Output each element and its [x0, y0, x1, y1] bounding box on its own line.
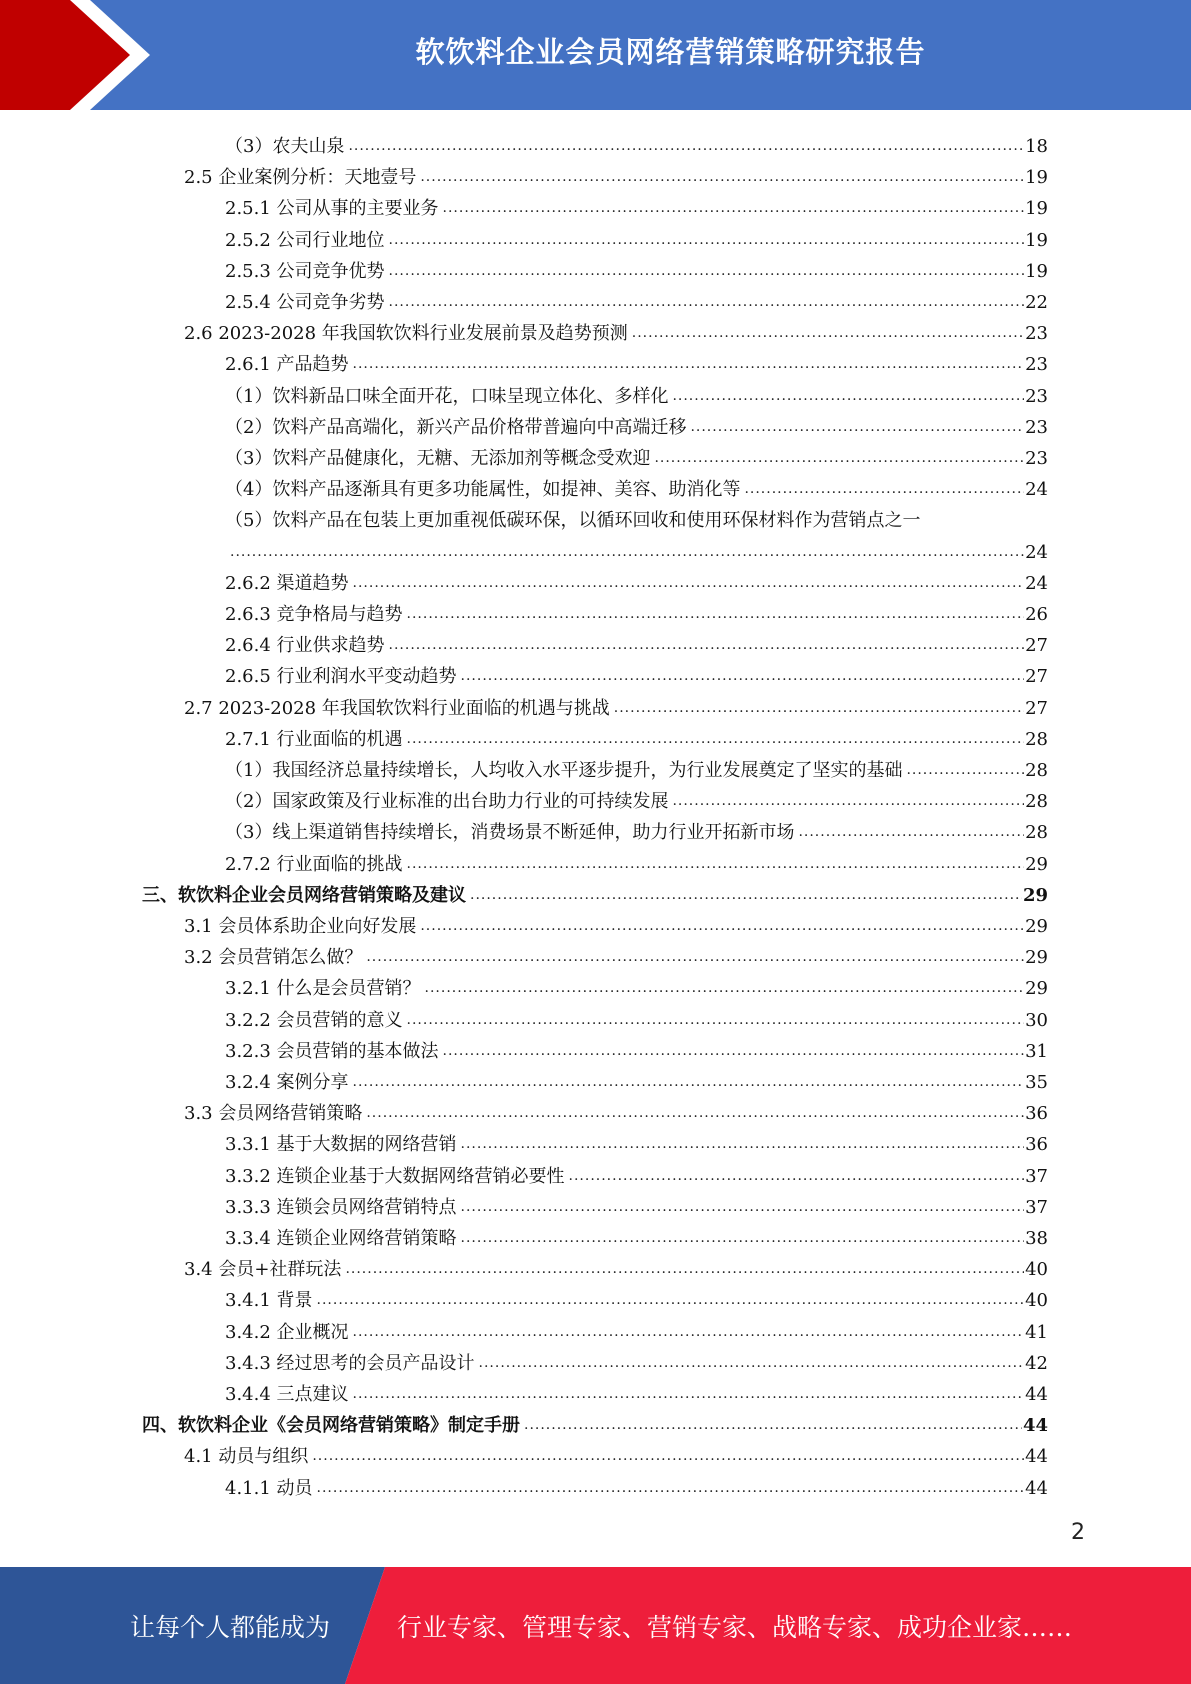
toc-entry-page: 19 [1025, 229, 1048, 251]
toc-entry-label: （4）饮料产品逐渐具有更多功能属性，如提神、美容、助消化等 [225, 479, 741, 501]
toc-entry[interactable] [184, 907, 1048, 938]
toc-dot-leader [461, 667, 1025, 685]
toc-entry[interactable] [225, 127, 1048, 158]
toc-entry-label: 3.4 会员+社群玩法 [184, 1259, 342, 1281]
toc-entry[interactable] [225, 626, 1048, 657]
toc-entry[interactable] [225, 252, 1048, 283]
toc-dot-leader [353, 574, 1025, 592]
toc-entry[interactable] [225, 1375, 1048, 1406]
toc-entry[interactable] [184, 314, 1048, 345]
page-header [0, 0, 1191, 110]
toc-entry[interactable] [225, 1125, 1048, 1156]
toc-entry[interactable] [225, 1281, 1048, 1312]
toc-entry-label: （3）饮料产品健康化，无糖、无添加剂等概念受欢迎 [225, 448, 651, 469]
toc-dot-leader [348, 137, 1024, 155]
toc-dot-leader [690, 418, 1024, 436]
toc-entry[interactable] [184, 689, 1048, 720]
toc-dot-leader [632, 324, 1024, 342]
toc-entry-label: 3.4.3 经过思考的会员产品设计 [225, 1352, 475, 1374]
toc-entry[interactable] [225, 283, 1048, 314]
toc-entry-page: 27 [1025, 666, 1048, 688]
page-number: 2 [1071, 1520, 1085, 1545]
toc-dot-leader [461, 1229, 1025, 1247]
toc-chapter-entry[interactable] [142, 876, 1048, 907]
toc-entry-label: 2.7 2023-2028 年我国软饮料行业面临的机遇与挑战 [184, 697, 610, 719]
toc-dot-leader [317, 1291, 1025, 1309]
toc-entry-page: 23 [1025, 354, 1048, 376]
report-title: 软饮料企业会员网络营销策略研究报告 [415, 34, 926, 69]
toc-entry[interactable] [225, 345, 1048, 376]
toc-entry[interactable] [225, 470, 1048, 501]
toc-entry-page: 28 [1025, 760, 1048, 781]
toc-entry-page: 19 [1025, 260, 1048, 282]
toc-entry-page: 24 [1025, 572, 1048, 594]
toc-entry-label: 3.4.1 背景 [225, 1290, 313, 1312]
toc-entry-label: （1）我国经济总量持续增长，人均收入水平逐步提升，为行业发展奠定了坚实的基础 [225, 760, 903, 781]
footer-slogan-left: 让每个人都能成为 [130, 1612, 331, 1642]
toc-entry-page: 36 [1025, 1103, 1048, 1125]
toc-entry-label: 2.6.3 竞争格局与趋势 [225, 604, 403, 625]
toc-entry-label: 2.6.4 行业供求趋势 [225, 635, 385, 657]
toc-entry-label: （1）饮料新品口味全面开花，口味呈现立体化、多样化 [225, 385, 669, 407]
toc-entry-label: 2.7.2 行业面临的挑战 [225, 853, 403, 875]
toc-entry-label: 2.7.1 行业面临的机遇 [225, 728, 403, 750]
toc-entry-page: 23 [1025, 385, 1048, 407]
toc-dot-leader [461, 1198, 1025, 1216]
toc-entry-page: 37 [1025, 1196, 1048, 1218]
toc-entry[interactable] [225, 782, 1048, 813]
toc-entry-label: 3.4.4 三点建议 [225, 1384, 349, 1405]
toc-dot-leader [672, 792, 1024, 810]
toc-entry-page: 42 [1025, 1352, 1048, 1374]
toc-entry-label: 2.6.5 行业利润水平变动趋势 [225, 666, 457, 688]
toc-entry-label: 2.6 2023-2028 年我国软饮料行业发展前景及趋势预测 [184, 323, 628, 345]
toc-entry-label: 3.2.1 什么是会员营销？ [225, 978, 421, 1000]
toc-entry[interactable] [225, 221, 1048, 252]
toc-entry[interactable] [184, 158, 1048, 189]
toc-entry-label: 3.2.3 会员营销的基本做法 [225, 1040, 439, 1062]
toc-entry[interactable] [225, 1063, 1048, 1094]
toc-dot-leader [443, 199, 1025, 217]
toc-entry-page: 19 [1025, 167, 1048, 189]
toc-entry-label: 2.5 企业案例分析：天地壹号 [184, 167, 417, 189]
toc-entry-page: 26 [1025, 604, 1048, 625]
toc-entry[interactable] [184, 938, 1048, 969]
toc-entry-label: 3.2.4 案例分享 [225, 1072, 349, 1093]
toc-dot-leader [366, 1104, 1024, 1122]
toc-dot-leader [312, 1447, 1024, 1465]
toc-entry-page: 23 [1025, 323, 1048, 345]
toc-entry-page: 44 [1025, 1477, 1048, 1499]
toc-entry[interactable] [225, 377, 1048, 408]
toc-entry-label: 2.5.1 公司从事的主要业务 [225, 198, 439, 220]
footer-slogan-right: 行业专家、管理专家、营销专家、战略专家、成功企业家…… [397, 1612, 1073, 1642]
toc-entry-page: 30 [1025, 1009, 1048, 1031]
toc-entry-page: 22 [1025, 292, 1048, 313]
toc-entry-label: 3.1 会员体系助企业向好发展 [184, 916, 417, 937]
toc-entry-page: 44 [1025, 1446, 1048, 1468]
toc-dot-leader [389, 636, 1025, 654]
toc-entry-label: 3.3 会员网络营销策略 [184, 1103, 363, 1125]
toc-dot-leader [407, 855, 1025, 873]
toc-entry-label: 3.3.3 连锁会员网络营销特点 [225, 1196, 457, 1218]
toc-dot-leader [443, 1042, 1025, 1060]
toc-dot-leader [353, 1323, 1025, 1341]
toc-dot-leader [345, 1260, 1024, 1278]
toc-entry-page: 40 [1025, 1259, 1048, 1281]
toc-entry[interactable] [184, 1437, 1048, 1468]
toc-entry[interactable] [225, 564, 1048, 595]
toc-dot-leader [672, 387, 1024, 405]
toc-entry-page: 37 [1025, 1165, 1048, 1187]
toc-entry[interactable] [225, 845, 1048, 876]
toc-entry-page: 28 [1025, 791, 1048, 813]
toc-dot-leader [479, 1354, 1025, 1372]
toc-entry[interactable] [225, 1219, 1048, 1250]
toc-dot-leader [425, 979, 1025, 997]
toc-entry-label: （2）国家政策及行业标准的出台助力行业的可持续发展 [225, 791, 669, 813]
toc-entry-page: 29 [1025, 916, 1048, 937]
page-footer [0, 1567, 1191, 1684]
toc-entry[interactable] [225, 1032, 1048, 1063]
toc-entry[interactable] [225, 1157, 1048, 1188]
toc-dot-leader [389, 231, 1025, 249]
toc-dot-leader [798, 823, 1024, 841]
toc-dot-leader [353, 355, 1025, 373]
toc-entry-continuation[interactable] [230, 533, 1048, 564]
toc-dot-leader [389, 262, 1025, 280]
toc-entry[interactable] [225, 501, 1048, 532]
toc-entry-page: 40 [1025, 1290, 1048, 1312]
toc-dot-leader [906, 761, 1024, 779]
toc-entry[interactable] [225, 813, 1048, 844]
toc-entry-page: 27 [1025, 635, 1048, 657]
toc-entry-page: 23 [1025, 448, 1048, 469]
toc-entry-label: 2.6.2 渠道趋势 [225, 572, 349, 594]
toc-entry-page: 24 [1025, 541, 1048, 563]
toc-entry-page: 44 [1022, 1415, 1048, 1437]
toc-entry[interactable] [225, 1469, 1048, 1500]
toc-entry-label: 三、软饮料企业会员网络营销策略及建议 [142, 884, 466, 906]
toc-entry-label: 3.3.2 连锁企业基于大数据网络营销必要性 [225, 1165, 565, 1187]
toc-entry-page: 27 [1025, 697, 1048, 719]
toc-entry-label: 3.2 会员营销怎么做？ [184, 947, 363, 969]
toc-entry[interactable] [225, 439, 1048, 470]
toc-entry[interactable] [225, 969, 1048, 1000]
toc-entry-label: 4.1 动员与组织 [184, 1446, 309, 1468]
toc-entry-label: （3）农夫山泉 [225, 136, 345, 157]
toc-entry-page: 19 [1025, 198, 1048, 220]
toc-entry-page: 29 [1025, 947, 1048, 969]
toc-entry[interactable] [225, 720, 1048, 751]
toc-entry[interactable] [225, 751, 1048, 782]
toc-dot-leader [317, 1479, 1025, 1497]
toc-entry-page: 35 [1025, 1072, 1048, 1093]
toc-entry-page: 29 [1022, 884, 1048, 906]
toc-entry-page: 18 [1025, 136, 1048, 157]
toc-entry-page: 23 [1025, 416, 1048, 438]
toc-dot-leader [654, 449, 1024, 467]
toc-entry-page: 28 [1025, 822, 1048, 844]
toc-entry-label: 四、软饮料企业《会员网络营销策略》制定手册 [142, 1415, 520, 1437]
toc-entry-label: 2.5.4 公司竞争劣势 [225, 292, 385, 313]
toc-dot-leader [353, 1073, 1025, 1091]
toc-entry[interactable] [225, 1001, 1048, 1032]
toc-entry-page: 38 [1025, 1228, 1048, 1249]
toc-entry-page: 31 [1025, 1040, 1048, 1062]
toc-entry-page: 44 [1025, 1384, 1048, 1405]
toc-entry-page: 24 [1025, 479, 1048, 501]
toc-entry-label: （3）线上渠道销售持续增长，消费场景不断延伸，助力行业开拓新市场 [225, 822, 795, 844]
toc-dot-leader [353, 1385, 1025, 1403]
toc-entry-label: （5）饮料产品在包装上更加重视低碳环保，以循环回收和使用环保材料作为营销点之一 [225, 510, 921, 532]
toc-entry-label: （2）饮料产品高端化，新兴产品价格带普遍向中高端迁移 [225, 416, 687, 438]
toc-entry[interactable] [184, 1250, 1048, 1281]
toc-dot-leader [569, 1167, 1025, 1185]
toc-entry[interactable] [225, 408, 1048, 439]
toc-entry-label: 4.1.1 动员 [225, 1477, 313, 1499]
toc-dot-leader [461, 1135, 1025, 1153]
toc-entry[interactable] [225, 1313, 1048, 1344]
toc-entry-page: 28 [1025, 728, 1048, 750]
toc-entry[interactable] [225, 595, 1048, 626]
toc-dot-leader [366, 948, 1024, 966]
toc-entry-page: 36 [1025, 1134, 1048, 1156]
toc-dot-leader [420, 917, 1024, 935]
toc-entry-label: 3.3.4 连锁企业网络营销策略 [225, 1228, 457, 1249]
toc-dot-leader [470, 886, 1022, 904]
toc-entry[interactable] [225, 657, 1048, 688]
toc-dot-leader [744, 480, 1024, 498]
toc-dot-leader [420, 168, 1024, 186]
toc-entry-page: 41 [1025, 1321, 1048, 1343]
toc-dot-leader [614, 699, 1024, 717]
toc-dot-leader [524, 1416, 1022, 1434]
toc-entry-page: 29 [1025, 853, 1048, 875]
toc-chapter-entry[interactable] [142, 1406, 1048, 1437]
toc-dot-leader [389, 293, 1025, 311]
toc-entry-label: 2.5.3 公司竞争优势 [225, 260, 385, 282]
toc-entry-label: 3.4.2 企业概况 [225, 1321, 349, 1343]
toc-entry-label: 2.5.2 公司行业地位 [225, 229, 385, 251]
toc-dot-leader [407, 1011, 1025, 1029]
toc-entry-page: 29 [1025, 978, 1048, 1000]
toc-dot-leader [230, 543, 1024, 561]
toc-entry[interactable] [225, 1188, 1048, 1219]
toc-entry-label: 2.6.1 产品趋势 [225, 354, 349, 376]
toc-entry[interactable] [184, 1094, 1048, 1125]
toc-dot-leader [407, 605, 1025, 623]
toc-dot-leader [407, 730, 1025, 748]
toc-entry[interactable] [225, 189, 1048, 220]
toc-entry-label: 3.2.2 会员营销的意义 [225, 1009, 403, 1031]
toc-entry[interactable] [225, 1344, 1048, 1375]
toc-entry-label: 3.3.1 基于大数据的网络营销 [225, 1134, 457, 1156]
